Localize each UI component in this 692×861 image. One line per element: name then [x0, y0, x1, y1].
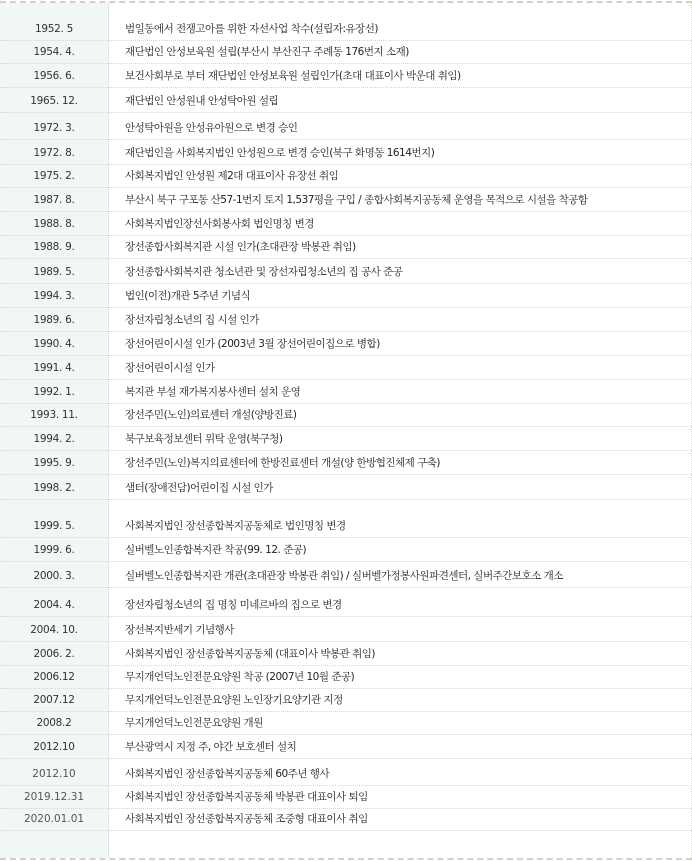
history-row — [0, 236, 692, 259]
history-row — [0, 165, 692, 188]
history-event: 부산시 북구 구포동 산57-1번지 토지 1,537평을 구입 / 종합사회복지공동체 운영을 목적으로 시설을 착공함 — [125, 194, 588, 206]
history-event: 무지개언덕노인전문요양원 착공 (2007년 10월 준공) — [125, 671, 355, 683]
history-row — [0, 689, 692, 712]
history-year: 1999. 5. — [33, 520, 75, 532]
history-year: 1972. 3. — [33, 122, 75, 134]
history-row — [0, 428, 692, 451]
history-row — [0, 808, 692, 831]
history-year: 2012.10 — [33, 741, 75, 753]
history-row — [0, 619, 692, 642]
history-row — [0, 404, 692, 427]
history-row — [0, 213, 692, 236]
history-row — [0, 285, 692, 308]
history-event: 재단법인을 사회복지법인 안성원으로 변경 승인(북구 화명동 1614번지) — [125, 147, 435, 159]
history-event: 보건사회부로 부터 재단법인 안성보육원 설립인가(초대 대표이사 박운대 취임) — [125, 70, 461, 82]
history-event: 무지개언덕노인전문요양원 노인장기요양기관 지정 — [125, 694, 343, 706]
history-event: 재단법인 안성원내 안성탁아원 설립 — [125, 95, 279, 107]
history-year: 1988. 8. — [33, 218, 75, 230]
history-event: 안성탁아원을 안성유아원으로 변경 승인 — [125, 122, 298, 134]
history-row — [0, 477, 692, 500]
history-row — [0, 381, 692, 404]
history-event: 무지개언덕노인전문요양원 개원 — [125, 717, 263, 729]
history-year: 1988. 9. — [33, 241, 75, 253]
history-row — [0, 452, 692, 475]
history-row — [0, 712, 692, 735]
history-year: 2020.01.01 — [23, 813, 85, 825]
history-event: 사회복지법인 장선종합복지공동체로 법인명칭 변경 — [125, 520, 346, 532]
history-year: 1991. 4. — [33, 362, 75, 374]
history-year: 1993. 11. — [30, 409, 78, 421]
history-event: 부산광역시 지정 주, 야간 보호센터 설치 — [125, 741, 297, 753]
history-event: 범일동에서 전쟁고아를 위한 자선사업 착수(설립자:유장선) — [125, 23, 379, 35]
history-year: 1987. 8. — [33, 194, 75, 206]
history-year: 2012.10 — [32, 768, 76, 780]
history-year: 1992. 1. — [33, 386, 75, 398]
history-year: 1972. 8. — [33, 147, 75, 159]
history-row — [0, 261, 692, 284]
history-row — [0, 90, 692, 113]
history-row — [0, 515, 692, 538]
history-event: 장선어린이시설 인가 — [125, 362, 215, 374]
history-year: 1995. 9. — [33, 457, 75, 469]
history-event: 장선주민(노인)의료센터 개설(양방진료) — [125, 409, 297, 421]
history-event: 사회복지법인 장선종합복지공동체 (대표이사 박봉관 취임) — [125, 648, 375, 660]
history-event: 실버벨노인종합복지관 개관(초대관장 박봉관 취임) / 실버벨가정봉사원파견센터, 실버주간보호소 개소 — [125, 570, 563, 582]
history-year: 1965. 12. — [30, 95, 78, 107]
history-year: 1954. 4. — [33, 46, 75, 58]
history-year: 2008.2 — [36, 717, 72, 729]
history-row — [0, 357, 692, 380]
history-event: 실버벨노인종합복지관 착공(99. 12. 준공) — [125, 544, 307, 556]
history-year: 2004. 10. — [30, 624, 78, 636]
history-event: 샘터(장애전담)어린이집 시설 인가 — [125, 482, 273, 494]
history-year: 2000. 3. — [33, 570, 75, 582]
history-row — [0, 763, 692, 786]
history-event: 사회복지법인 장선종합복지공동체 60주년 행사 — [125, 768, 330, 780]
history-event: 장선어린이시설 인가 (2003년 3월 장선어린이집으로 병합) — [125, 338, 380, 350]
history-row — [0, 643, 692, 666]
history-year: 2004. 4. — [33, 599, 75, 611]
history-event: 북구보육정보센터 위탁 운영(북구청) — [125, 433, 283, 445]
history-event: 장선자립청소년의 집 시설 인가 — [125, 314, 259, 326]
history-event: 장선자립청소년의 집 명칭 미네르바의 집으로 변경 — [125, 599, 342, 611]
history-row — [0, 333, 692, 356]
history-event: 법인(이전)개관 5주년 기념식 — [125, 290, 251, 302]
history-row — [0, 18, 692, 41]
history-year: 1999. 6. — [33, 544, 75, 556]
history-event: 사회복지법인장선사회봉사회 법인명칭 변경 — [125, 218, 314, 230]
history-row — [0, 41, 692, 64]
history-year: 2007.12 — [33, 694, 75, 706]
history-row — [0, 117, 692, 140]
history-row — [0, 142, 692, 165]
history-event: 재단법인 안성보육원 설립(부산시 부산진구 주례동 176번지 소재) — [125, 46, 409, 58]
history-year: 2006.12 — [33, 671, 75, 683]
history-year: 1989. 5. — [33, 266, 75, 278]
history-row — [0, 594, 692, 617]
history-event: 사회복지법인 장선종합복지공동체 조중형 대표이사 취임 — [125, 813, 368, 825]
history-row — [0, 666, 692, 689]
history-year: 1998. 2. — [33, 482, 75, 494]
history-event: 장선복지반세기 기념행사 — [125, 624, 234, 636]
history-row — [0, 786, 692, 809]
history-year: 2019.12.31 — [23, 791, 85, 803]
history-year: 1975. 2. — [33, 170, 75, 182]
history-row — [0, 539, 692, 562]
history-year: 1952. 5 — [35, 23, 73, 35]
history-event: 장선종합사회복지관 청소년관 및 장선자립청소년의 집 공사 준공 — [125, 266, 403, 278]
history-year: 1989. 6. — [33, 314, 75, 326]
history-event: 사회복지법인 장선종합복지공동체 박봉관 대표이사 퇴임 — [125, 791, 368, 803]
history-row — [0, 309, 692, 332]
history-row — [0, 189, 692, 212]
history-event: 장선주민(노인)복지의료센터에 한방진료센터 개설(양 한방협진체제 구축) — [125, 457, 441, 469]
history-year: 1994. 3. — [33, 290, 75, 302]
history-year: 2006. 2. — [33, 648, 75, 660]
history-row — [0, 736, 692, 759]
bottom-dashed-border — [0, 858, 692, 860]
history-event: 장선종합사회복지관 시설 인가(초대관장 박봉관 취임) — [125, 241, 356, 253]
history-row — [0, 565, 692, 588]
history-year: 1956. 6. — [33, 70, 75, 82]
history-year: 1990. 4. — [33, 338, 75, 350]
history-year: 1994. 2. — [33, 433, 75, 445]
history-event: 사회복지법인 안성원 제2대 대표이사 유장선 취임 — [125, 170, 339, 182]
history-event: 복지관 부설 재가복지봉사센터 설치 운영 — [125, 386, 301, 398]
history-row — [0, 65, 692, 88]
